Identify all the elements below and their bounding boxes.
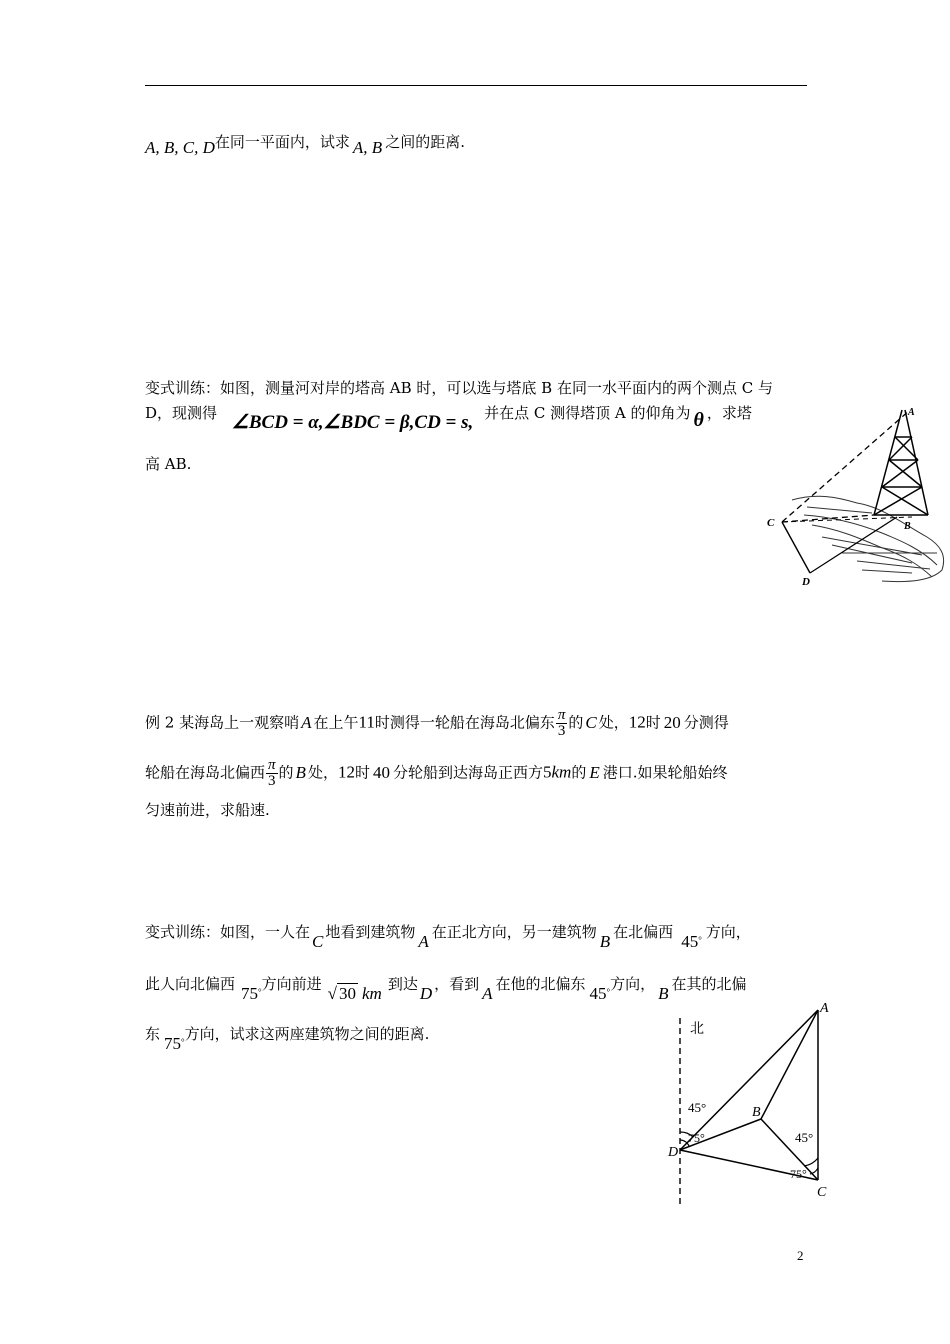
label-d: D bbox=[668, 1145, 679, 1160]
label-b: B bbox=[752, 1105, 761, 1120]
fraction-pi-over-3: $\frac{\pi}{3}$ bbox=[557, 707, 566, 739]
points-abcd: A, B, C, D bbox=[145, 138, 215, 157]
river-bank bbox=[792, 496, 944, 581]
exercise1-line1: 变式训练：如图，测量河对岸的塔高 AB 时，可以选与塔底 B 在同一水平面内的两个测点 C 与 bbox=[145, 379, 773, 397]
exercise2-line1: 变式训练：如图，一人在 C 地看到建筑物 A 在正北方向，另一建筑物 B 在北偏西 45° 方向， bbox=[145, 923, 751, 951]
label-c: C bbox=[817, 1185, 827, 1200]
header-rule bbox=[145, 85, 807, 86]
label-a: A bbox=[908, 407, 915, 418]
example2-line3: 匀速前进，求船速. bbox=[145, 801, 270, 819]
exercise1-line2: D，现测得 ∠BCD = α,∠BDC = β,CD = s, 并在点 C 测得塔顶 A 的仰角为 θ ，求塔 bbox=[145, 404, 752, 433]
exercise1-line3: 高 AB. bbox=[145, 455, 192, 473]
exercise2-line3: 东 75°方向，试求这两座建筑物之间的距离. bbox=[145, 1025, 430, 1053]
page-number: 2 bbox=[797, 1248, 804, 1263]
angle-45-at-d: 45° bbox=[688, 1100, 707, 1115]
example2-line2: 轮船在海岛北偏西 $\frac{\pi}{3}$ 的 B 处，12时 40 分轮船到达海岛正西方5km的 E 港口.如果轮船始终 bbox=[145, 757, 728, 789]
label-d: D bbox=[802, 576, 810, 588]
theta-symbol: θ bbox=[693, 409, 704, 431]
sqrt-30: √ 30 bbox=[327, 984, 356, 1003]
buildings-figure bbox=[660, 1000, 840, 1210]
exercise2-line2: 此人向北偏西 75°方向前进 √ 30 km 到达 D ，看到 A 在他的北偏东 45°方向， B 在其的北偏 bbox=[145, 975, 747, 1003]
north-label: 北 bbox=[690, 1022, 704, 1037]
tower-figure bbox=[762, 405, 950, 590]
label-a: A bbox=[820, 1001, 829, 1016]
label-b: B bbox=[904, 521, 911, 532]
angle-75-at-c: 75° bbox=[790, 1167, 807, 1181]
tower bbox=[874, 410, 928, 515]
angle-75-at-d: 75° bbox=[688, 1131, 705, 1145]
measurement-formula: ∠BCD = α,∠BDC = β,CD = s, bbox=[231, 412, 474, 433]
fraction-pi-over-3: $\frac{\pi}{3}$ bbox=[268, 757, 276, 789]
example2-line1: 例 2 某海岛上一观察哨 A 在上午11时测得一轮船在海岛北偏东 $\frac{\pi}{3}$ 的 C 处，12时 20 分测得 bbox=[145, 707, 729, 739]
label-c: C bbox=[767, 517, 775, 529]
paragraph-intro: A, B, C, D在同一平面内，试求 A, B 之间的距离. bbox=[145, 133, 465, 157]
angle-45-at-c: 45° bbox=[795, 1130, 814, 1145]
